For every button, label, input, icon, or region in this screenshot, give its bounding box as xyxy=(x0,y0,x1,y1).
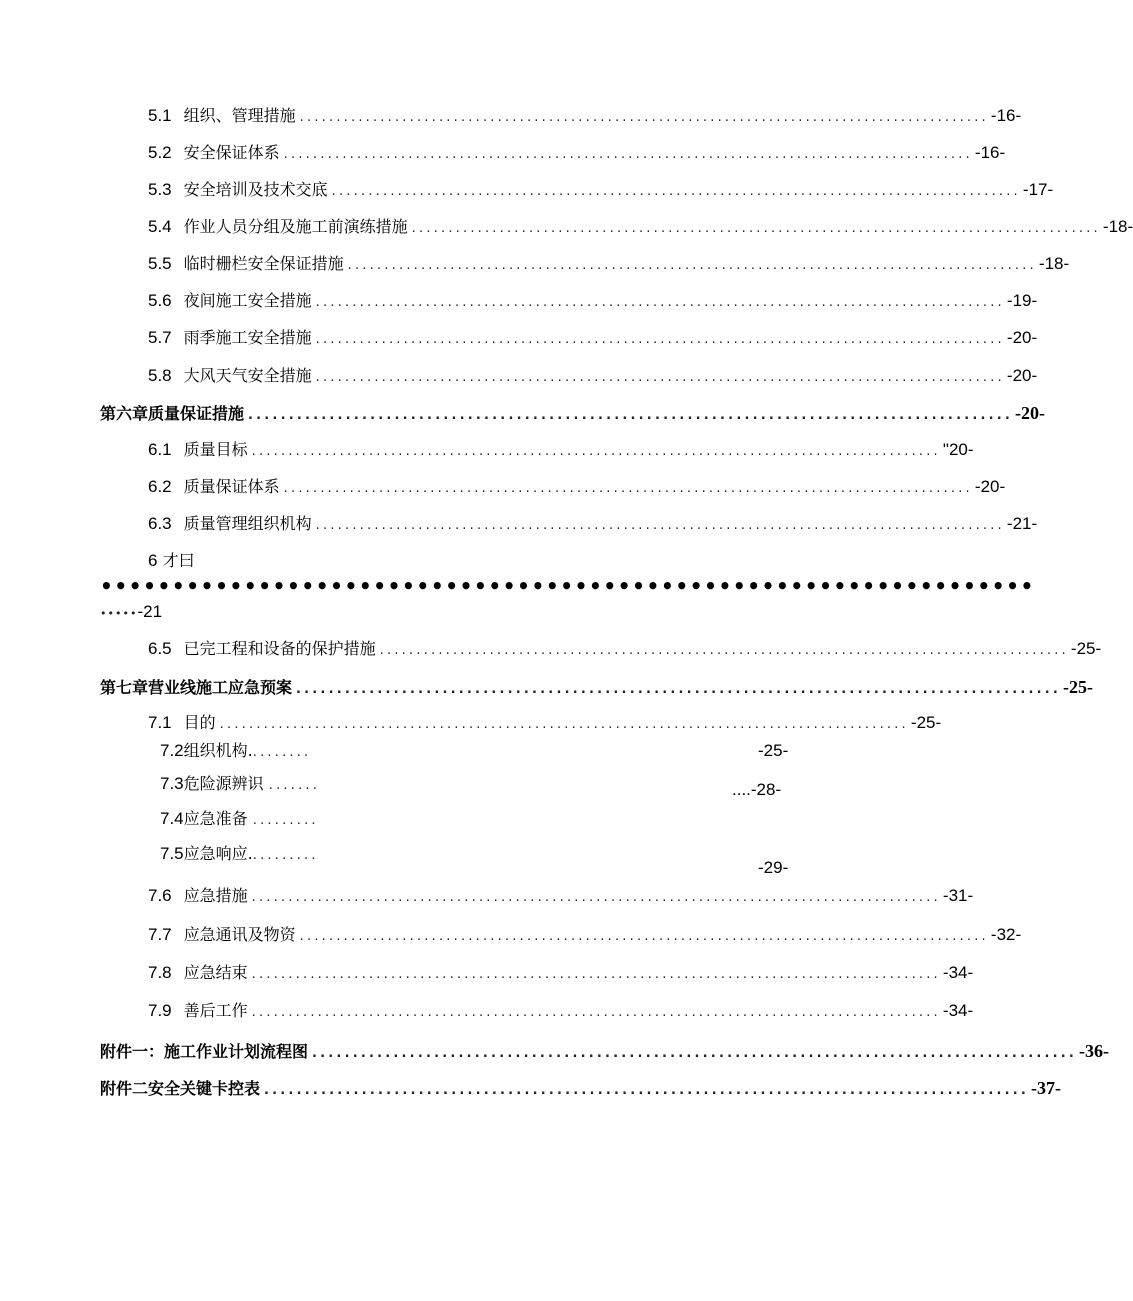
leader-dots: .............................................................................................. xyxy=(299,929,989,944)
page-number: -32- xyxy=(990,925,1022,944)
section-title: 应急结束 xyxy=(183,963,248,982)
toc-entry-6-3[interactable] xyxy=(148,513,1038,535)
section-number: 6.2 xyxy=(148,477,172,496)
page-number-7-3: ....-28- xyxy=(732,780,782,799)
page-number: -25- xyxy=(1070,639,1102,658)
section-title: 夜间施工安全措施 xyxy=(183,291,312,310)
section-number: 6 xyxy=(148,551,158,570)
appendix-title: 附件一：施工作业计划流程图 xyxy=(100,1042,309,1061)
page-number: -21 xyxy=(137,602,163,621)
leader-dots: .............................................................................................. xyxy=(331,184,1021,199)
page-number: -34- xyxy=(942,963,974,982)
section-title: 质量管理组织机构 xyxy=(183,514,312,533)
appendix-title: 附件二安全关键卡控表 xyxy=(100,1079,261,1098)
toc-entry-6-5[interactable] xyxy=(148,638,1102,660)
section-number: 7.7 xyxy=(148,925,172,944)
page-number: -16- xyxy=(974,143,1006,162)
leader-dots: .............................................................................................. xyxy=(347,258,1037,273)
leader-dots: ....... xyxy=(268,778,321,793)
toc-entry-7-3[interactable] xyxy=(160,773,320,797)
section-title: 组织、管理措施 xyxy=(183,106,296,125)
section-number: 6.3 xyxy=(148,514,172,533)
section-number: 5.1 xyxy=(148,106,172,125)
leader-dots: .............................................................................................. xyxy=(251,967,941,982)
toc-entry-7-8[interactable] xyxy=(148,962,974,984)
section-number: 5.8 xyxy=(148,366,172,385)
toc-entry-5-5[interactable] xyxy=(148,253,1070,275)
section-title: 目的 xyxy=(183,713,216,732)
leader-dots: .............................................................................................. xyxy=(315,332,1005,347)
toc-entry-7-2[interactable] xyxy=(160,740,311,764)
toc-entry-5-2[interactable] xyxy=(148,142,1006,164)
leader-dots: ••••• xyxy=(100,607,138,620)
leader-dots: .............................................................................................. xyxy=(251,890,941,905)
section-title: 安全保证体系 xyxy=(183,143,280,162)
section-number: 5.6 xyxy=(148,291,172,310)
page-number: -34- xyxy=(942,1001,974,1020)
leader-dots: .............................................................................................. xyxy=(248,408,1014,423)
leader-dots: .............................................................................................. xyxy=(379,643,1069,658)
leader-dots: .............................................................................................. xyxy=(315,518,1005,533)
toc-entry-5-1[interactable] xyxy=(148,105,1022,127)
section-number: 7.3 xyxy=(160,774,184,793)
leader-dots: ........ xyxy=(252,745,312,760)
leader-dots: .............................................................................................. xyxy=(264,1083,1030,1098)
toc-entry-7-1[interactable] xyxy=(148,712,942,734)
leader-dots: .............................................................................................. xyxy=(299,110,989,125)
chapter-title: 第七章营业线施工应急预案 xyxy=(100,678,293,697)
section-title: 应急通讯及物资 xyxy=(183,925,296,944)
section-number: 5.4 xyxy=(148,217,172,236)
leader-dots: .............................................................................................. xyxy=(315,370,1005,385)
section-number: 7.5 xyxy=(160,844,184,863)
section-number: 7.8 xyxy=(148,963,172,982)
chapter-title: 第六章质量保证措施 xyxy=(100,404,245,423)
page-number: -25- xyxy=(910,713,942,732)
section-number: 7.4 xyxy=(160,809,184,828)
toc-entry-6-4-continuation xyxy=(100,601,162,625)
section-title: 雨季施工安全措施 xyxy=(183,328,312,347)
section-title: 作业人员分组及施工前演练措施 xyxy=(183,217,408,236)
toc-entry-6-1[interactable] xyxy=(148,439,974,461)
leader-dots: ......... xyxy=(252,848,319,863)
toc-entry-5-7[interactable] xyxy=(148,327,1038,349)
page-number: -20- xyxy=(1006,328,1038,347)
page-number: -20- xyxy=(1015,403,1046,423)
toc-entry-5-6[interactable] xyxy=(148,290,1038,312)
leader-dots: .............................................................................................. xyxy=(219,717,909,732)
page-number: -19- xyxy=(1006,291,1038,310)
page-number: "20- xyxy=(942,440,974,459)
section-number: 6.1 xyxy=(148,440,172,459)
leader-dots: ......... xyxy=(252,813,319,828)
toc-entry-5-4[interactable] xyxy=(148,216,1133,238)
section-number: 7.2 xyxy=(160,741,184,760)
toc-entry-7-6[interactable] xyxy=(148,885,974,907)
page-number: -25- xyxy=(1063,677,1094,697)
section-title: 组织机构. xyxy=(183,741,253,760)
section-number: 6.5 xyxy=(148,639,172,658)
section-title: 大风天气安全措施 xyxy=(183,366,312,385)
toc-appendix-1[interactable] xyxy=(100,1040,1110,1062)
section-number: 5.5 xyxy=(148,254,172,273)
leader-dots: .............................................................................................. xyxy=(251,444,941,459)
toc-entry-7-7[interactable] xyxy=(148,924,1022,946)
section-title: 安全培训及技术交底 xyxy=(183,180,328,199)
leader-dots: .............................................................................................. xyxy=(283,147,973,162)
toc-entry-7-9[interactable] xyxy=(148,1000,974,1022)
leader-dots-line: ••••••••••••••••••••••••••••••••••••••••••••••••••••••••••••••••• xyxy=(100,574,1035,598)
section-number: 7.6 xyxy=(148,886,172,905)
toc-entry-7-4[interactable] xyxy=(160,808,319,832)
toc-entry-6-4[interactable] xyxy=(148,550,195,572)
page-number: -20- xyxy=(1006,366,1038,385)
page-number: -17- xyxy=(1022,180,1054,199)
page-number: -37- xyxy=(1031,1078,1062,1098)
toc-entry-6-2[interactable] xyxy=(148,476,1006,498)
leader-dots: .............................................................................................. xyxy=(251,1005,941,1020)
section-number: 5.3 xyxy=(148,180,172,199)
section-title: 危险源辨识 xyxy=(183,774,264,793)
toc-chapter-7[interactable] xyxy=(100,676,1094,698)
section-number: 5.7 xyxy=(148,328,172,347)
leader-dots: .............................................................................................. xyxy=(312,1046,1078,1061)
leader-dots: .............................................................................................. xyxy=(296,682,1062,697)
section-title: 应急措施 xyxy=(183,886,248,905)
section-title: 应急准备 xyxy=(183,809,248,828)
section-title: 质量目标 xyxy=(183,440,248,459)
page-number: -20- xyxy=(974,477,1006,496)
page-number: -31- xyxy=(942,886,974,905)
page-number: -16- xyxy=(990,106,1022,125)
section-title: 应急响应. xyxy=(183,844,253,863)
section-title: 质量保证体系 xyxy=(183,477,280,496)
page-number: -18- xyxy=(1102,217,1133,236)
page-number-7-5: -29- xyxy=(758,858,789,877)
page-number: -36- xyxy=(1079,1041,1110,1061)
section-title: 已完工程和设备的保护措施 xyxy=(183,639,376,658)
leader-dots: .............................................................................................. xyxy=(411,221,1101,236)
page-number: -18- xyxy=(1038,254,1070,273)
toc-entry-7-5[interactable] xyxy=(160,843,319,867)
toc-chapter-6[interactable] xyxy=(100,402,1046,424)
leader-dots: .............................................................................................. xyxy=(315,295,1005,310)
toc-entry-5-3[interactable] xyxy=(148,179,1054,201)
section-number: 7.1 xyxy=(148,713,172,732)
toc-appendix-2[interactable] xyxy=(100,1077,1062,1099)
section-title: 善后工作 xyxy=(183,1001,248,1020)
section-title: 才曰 xyxy=(162,551,195,570)
page-number: -21- xyxy=(1006,514,1038,533)
section-number: 7.9 xyxy=(148,1001,172,1020)
page-number-7-2: -25- xyxy=(758,741,789,760)
toc-entry-5-8[interactable] xyxy=(148,365,1038,387)
section-title: 临时栅栏安全保证措施 xyxy=(183,254,344,273)
leader-dots: .............................................................................................. xyxy=(283,481,973,496)
section-number: 5.2 xyxy=(148,143,172,162)
